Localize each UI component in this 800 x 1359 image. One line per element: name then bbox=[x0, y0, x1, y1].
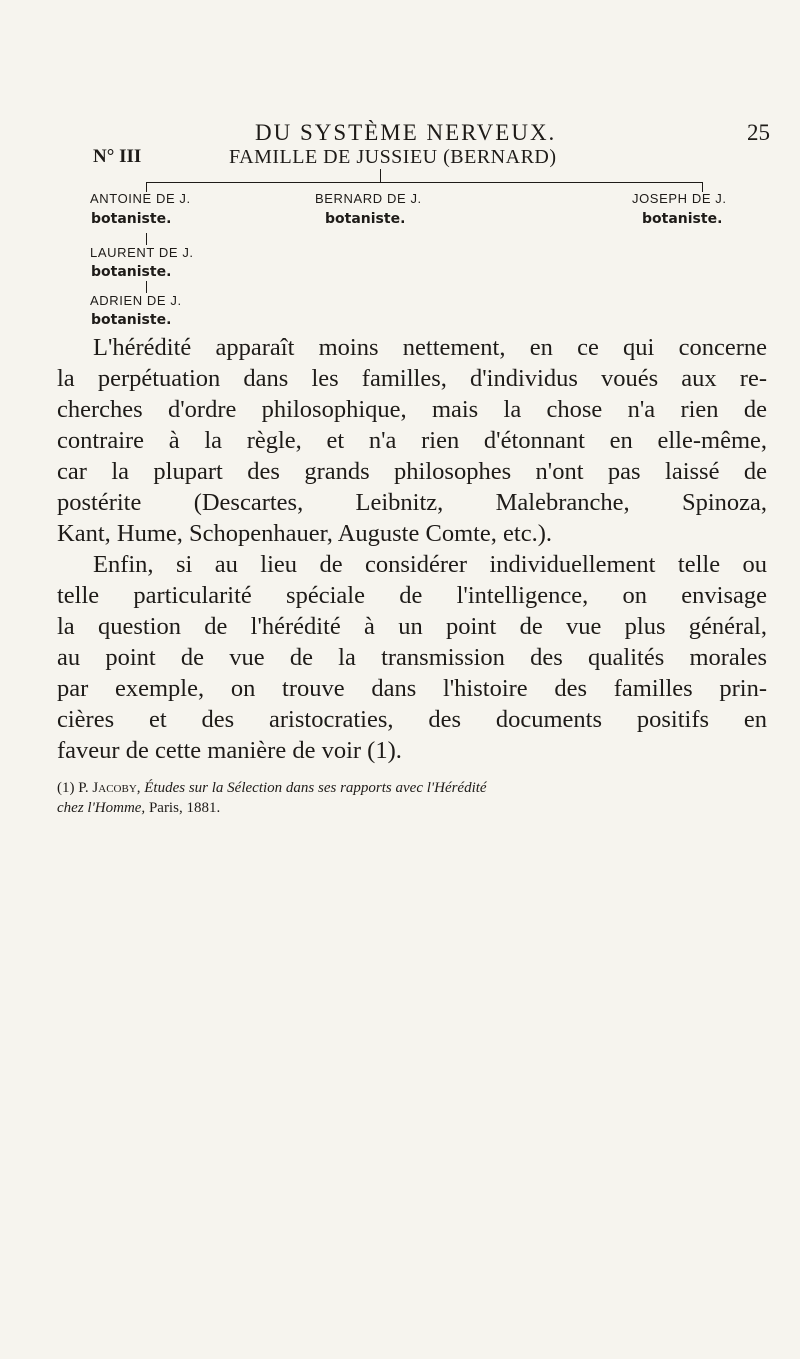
member-occupation: botaniste. bbox=[642, 211, 723, 227]
member-name: JOSEPH DE J. bbox=[632, 191, 727, 206]
member-occupation: botaniste. bbox=[91, 312, 172, 328]
member-name: BERNARD DE J. bbox=[315, 191, 422, 206]
footnote-title: Études sur la Sélection dans ses rapports avec l'Hérédité bbox=[144, 780, 487, 796]
body-line: au point de vue de la transmission des qualités morales bbox=[57, 644, 767, 671]
body-line: Enfin, si au lieu de considérer individuellement telle ou bbox=[93, 551, 767, 578]
body-line: car la plupart des grands philosophes n'ont pas laissé de bbox=[57, 458, 767, 485]
member-occupation: botaniste. bbox=[325, 211, 406, 227]
body-line: la perpétuation dans les familles, d'individus voués aux re- bbox=[57, 365, 767, 392]
member-name: LAURENT DE J. bbox=[90, 245, 194, 260]
footnote-line-2 bbox=[57, 800, 220, 817]
member-name: ADRIEN DE J. bbox=[90, 293, 182, 308]
member-occupation: botaniste. bbox=[91, 264, 172, 280]
body-line: cières et des aristocraties, des documents positifs en bbox=[57, 706, 767, 733]
family-title: FAMILLE DE JUSSIEU (BERNARD) bbox=[229, 146, 557, 168]
member-occupation: botaniste. bbox=[91, 211, 172, 227]
footnote-title-cont: chez l'Homme, bbox=[57, 800, 146, 816]
table-number: N° III bbox=[93, 146, 142, 167]
body-line: contraire à la règle, et n'a rien d'étonnant en elle-même, bbox=[57, 427, 767, 454]
member-name: ANTOINE DE J. bbox=[90, 191, 191, 206]
footnote-line-1 bbox=[57, 780, 487, 797]
footnote-author: Jacoby, bbox=[92, 780, 141, 796]
tree-crossbar bbox=[146, 182, 703, 183]
tree-link-laurent bbox=[146, 233, 147, 245]
page-number: 25 bbox=[747, 120, 770, 145]
body-line: L'hérédité apparaît moins nettement, en ce qui concerne bbox=[93, 334, 767, 361]
body-line: telle particularité spéciale de l'intelligence, on envisage bbox=[57, 582, 767, 609]
body-line: par exemple, on trouve dans l'histoire des familles prin- bbox=[57, 675, 767, 702]
body-line: la question de l'hérédité à un point de vue plus général, bbox=[57, 613, 767, 640]
footnote-marker: (1) P. bbox=[57, 780, 89, 796]
tree-stem bbox=[380, 169, 381, 182]
footnote-publication: Paris, 1881. bbox=[148, 800, 221, 816]
body-line: postérite (Descartes, Leibnitz, Malebranche, Spinoza, bbox=[57, 489, 767, 516]
body-line: Kant, Hume, Schopenhauer, Auguste Comte, etc.). bbox=[57, 520, 553, 547]
body-line: faveur de cette manière de voir (1). bbox=[57, 737, 402, 764]
body-line: cherches d'ordre philosophique, mais la chose n'a rien de bbox=[57, 396, 767, 423]
running-head: DU SYSTÈME NERVEUX. bbox=[255, 120, 557, 145]
tree-link-adrien bbox=[146, 281, 147, 293]
